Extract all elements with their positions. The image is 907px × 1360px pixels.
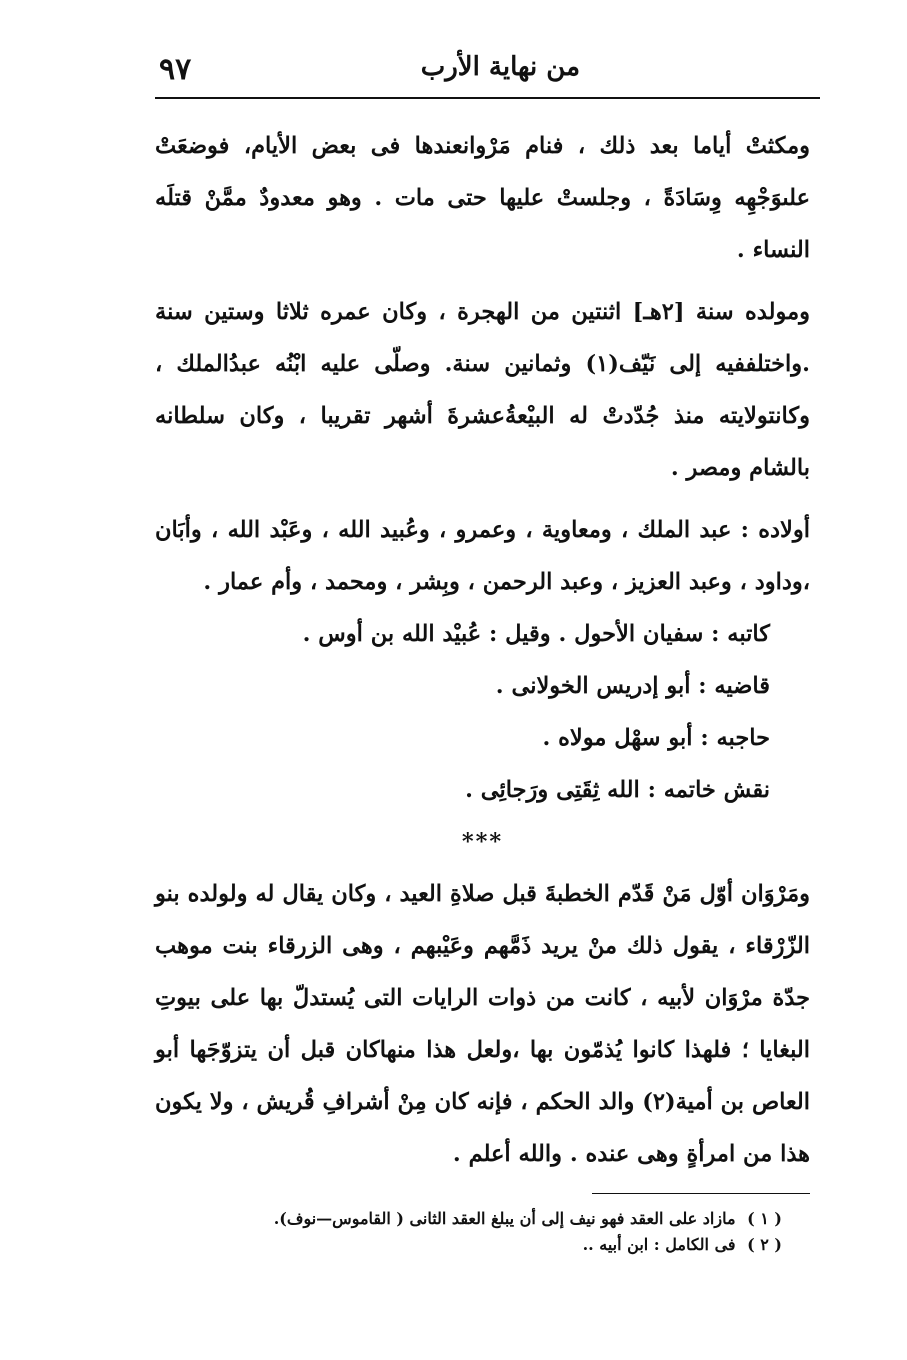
section-separator: *** [461, 829, 504, 855]
footnotes [155, 1206, 810, 1258]
officials-list [155, 608, 810, 816]
footnote [155, 1206, 810, 1232]
seal-inscription-line: نقش خاتمه : الله ثِقَتِى ورَجائِى . [465, 777, 770, 803]
footnote-text: فى الكامل : ابن أبيه .. [582, 1235, 736, 1254]
page-number: ٩٧ [159, 52, 192, 87]
header-title: من نهاية الأرب [420, 52, 580, 82]
header-divider [155, 97, 820, 99]
footnote-number: ( ١ ) [747, 1209, 782, 1228]
footnote-text: مازاد على العقد فهو نيف إلى أن يبلغ العقد الثانى ( القاموس—نوف). [273, 1209, 736, 1228]
main-text [155, 120, 810, 1180]
scribe-line: كاتبه : سفيان الأحول . وقيل : عُبيْد الله بن أوس . [302, 621, 770, 647]
paragraph-children: أولاده : عبد الملك ، ومعاوية ، وعمرو ، وعُبيد الله ، وعَبْد الله ، وأبَان ،وداود ، وعبد العزيز ، وعبد الرحمن ، وبِشر ، ومحمد ، وأم عمار . [155, 517, 810, 595]
footnote-divider [592, 1193, 810, 1194]
running-header [155, 52, 820, 92]
judge-line: قاضيه : أبو إدريس الخولانى . [495, 673, 770, 699]
paragraph-marwan: ومَرْوَان أوّل مَنْ قَدّم الخطبةَ قبل صلاةِ العيد ، وكان يقال له ولولده بنو الزّرْقاء ، يقول ذلك منْ يريد ذَمَّهم وعَيْبهم ، وهى الزرقاء بنت موهب جدّة مرْوَان لأبيه ، كانت من ذوات الرايات التى يُستدلّ بها على بيوتِ البغايا ؛ فلهذا كانوا يُذمّون بها ،ولعل هذا منهاكان قبل أن يتزوّجَها أبو العاص بن أمية(٢) والد الحكم ، فإنه كان مِنْ أشرافِ قُريش ، ولا يكون هذا من امرأةٍ وهى عنده . والله أعلم . [155, 881, 810, 1167]
chamberlain-line: حاجبه : أبو سهْل مولاه . [542, 725, 770, 751]
paragraph-death: ومكثتْ أياما بعد ذلك ، فنام مَرْوانعندها فى بعض الأيام، فوضعَتْ علىوَجْهِه وِسَادَةً ، وجلستْ عليها حتى مات . وهو معدودٌ ممَّنْ قتلَه النساء . [155, 133, 810, 263]
footnote [155, 1232, 810, 1258]
paragraph-birth: ومولده سنة [٢هـ] اثنتين من الهجرة ، وكان عمره ثلاثا وستين سنة .واختلففيه إلى نَيّف(١) وثمانين سنة. وصلّى عليه ابْنُه عبدُالملك ، وكانتولايته منذ جُدّدتْ له البيْعةُعشرةَ أشهر تقريبا ، وكان سلطانه بالشام ومصر . [155, 299, 810, 481]
footnote-number: ( ٢ ) [747, 1235, 782, 1254]
